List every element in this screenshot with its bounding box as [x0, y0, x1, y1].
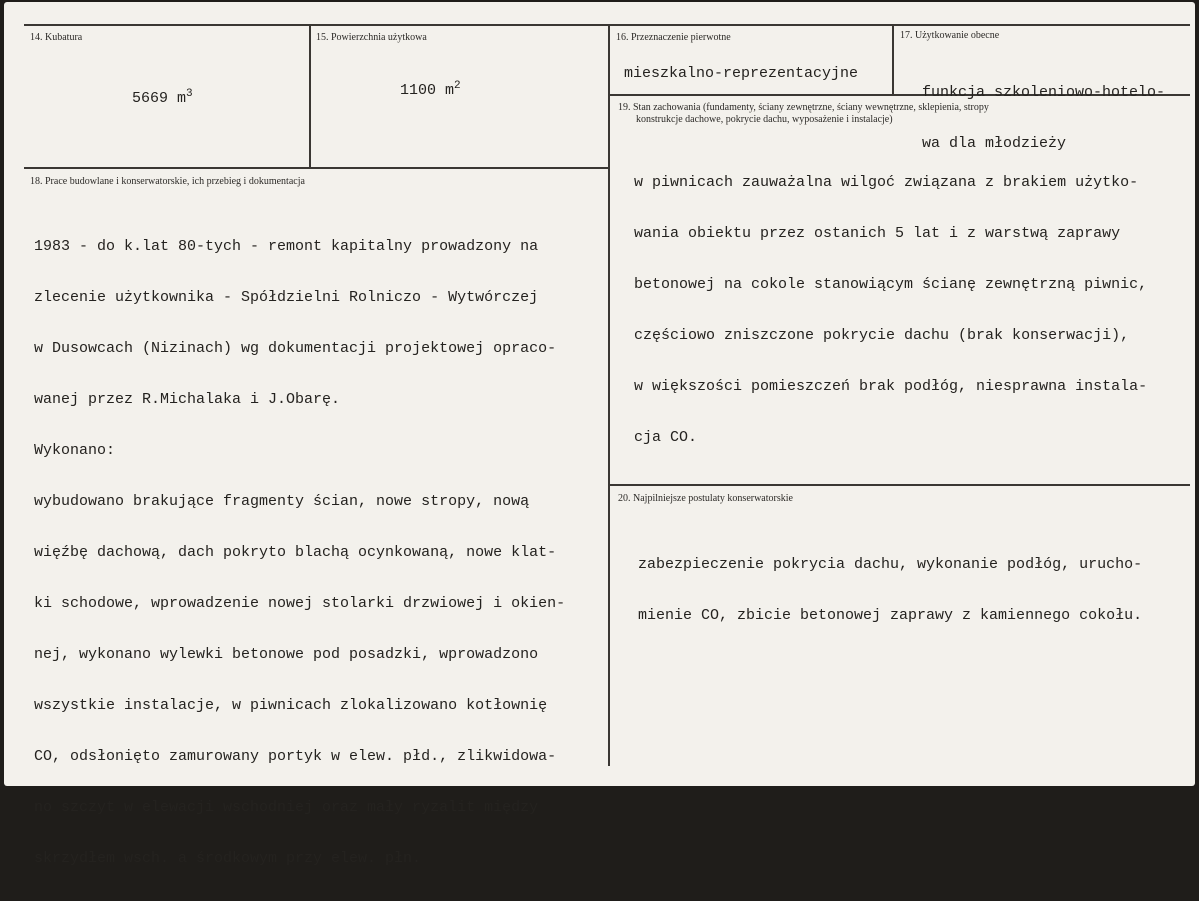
prace-line: skrzydłem wsch. a środkowym przy elew. płn. [34, 850, 422, 867]
powierzchnia-number: 1100 m [400, 82, 455, 99]
label-stan-zachowania-1: 19. Stan zachowania (fundamenty, ściany zewnętrzne, ściany wewnętrzne, sklepienia, stropy [618, 102, 989, 113]
stan-line: wania obiektu przez ostanich 5 lat i z warstwą zaprawy [634, 225, 1121, 242]
top-rule [24, 24, 1190, 26]
label-stan-zachowania-2: konstrukcje dachowe, pokrycie dachu, wyposażenie i instalacje) [636, 114, 893, 125]
prace-line: wybudowano brakujące fragmenty ścian, nowe stropy, nową [34, 493, 530, 510]
stan-line: betonowej na cokole stanowiącym ścianę zewnętrzną piwnic, [634, 276, 1148, 293]
label-uzytkowanie: 17. Użytkowanie obecne [900, 30, 1000, 41]
uzytkowanie-line: wa dla młodzieży [922, 135, 1067, 152]
prace-line: wszystkie instalacje, w piwnicach zlokalizowano kotłownię [34, 697, 548, 714]
postulaty-line: zabezpieczenie pokrycia dachu, wykonanie podłóg, urucho- [638, 556, 1143, 573]
uzytkowanie-line: funkcja szkoleniowo-hotelo- [922, 84, 1166, 101]
value-kubatura [132, 90, 193, 107]
kubatura-number: 5669 m [132, 90, 187, 107]
record-card [4, 2, 1195, 867]
prace-line: CO, odsłonięto zamurowany portyk w elew. płd., zlikwidowa- [34, 748, 557, 765]
stan-line: cja CO. [634, 429, 698, 446]
powierzchnia-exponent: 2 [454, 80, 461, 92]
value-postulaty [638, 522, 1142, 658]
divider-16-17 [892, 24, 894, 94]
label-przeznaczenie: 16. Przeznaczenie pierwotne [616, 32, 731, 43]
prace-line: więźbę dachową, dach pokryto blachą ocynkowaną, nowe klat- [34, 544, 557, 561]
value-stan-zachowania [634, 140, 1147, 480]
label-powierzchnia: 15. Powierzchnia użytkowa [316, 32, 427, 43]
prace-line: ki schodowe, wprowadzenie nowej stolarki drzwiowej i okien- [34, 595, 566, 612]
center-divider [608, 24, 610, 766]
prace-line: zlecenie użytkownika - Spółdzielni Rolniczo - Wytwórczej [34, 289, 539, 306]
value-przeznaczenie: mieszkalno-reprezentacyjne [624, 65, 859, 82]
kubatura-exponent: 3 [186, 88, 193, 100]
divider-14-15 [309, 24, 311, 167]
rule-above-18 [24, 167, 610, 169]
rule-above-20 [608, 484, 1190, 486]
prace-line: Wykonano: [34, 442, 116, 459]
label-kubatura: 14. Kubatura [30, 32, 83, 43]
stan-line: w piwnicach zauważalna wilgoć związana z brakiem użytko- [634, 174, 1139, 191]
value-powierzchnia [400, 82, 461, 99]
stan-line: częściowo zniszczone pokrycie dachu (brak konserwacji), [634, 327, 1130, 344]
label-postulaty: 20. Najpilniejsze postulaty konserwatorskie [618, 493, 793, 504]
prace-line: w Dusowcach (Nizinach) wg dokumentacji projektowej opraco- [34, 340, 557, 357]
prace-line: no szczyt w elewacji wschodniej oraz mały ryzalit między [34, 799, 539, 816]
value-prace-budowlane [34, 204, 565, 901]
prace-line: wanej przez R.Michalaka i J.Obarę. [34, 391, 341, 408]
prace-line: nej, wykonano wylewki betonowe pod posadzki, wprowadzono [34, 646, 539, 663]
postulaty-line: mienie CO, zbicie betonowej zaprawy z kamiennego cokołu. [638, 607, 1143, 624]
prace-line: 1983 - do k.lat 80-tych - remont kapitalny prowadzony na [34, 238, 539, 255]
label-prace-budowlane: 18. Prace budowlane i konserwatorskie, ich przebieg i dokumentacja [30, 176, 305, 187]
stan-line: w większości pomieszczeń brak podłóg, niesprawna instala- [634, 378, 1148, 395]
